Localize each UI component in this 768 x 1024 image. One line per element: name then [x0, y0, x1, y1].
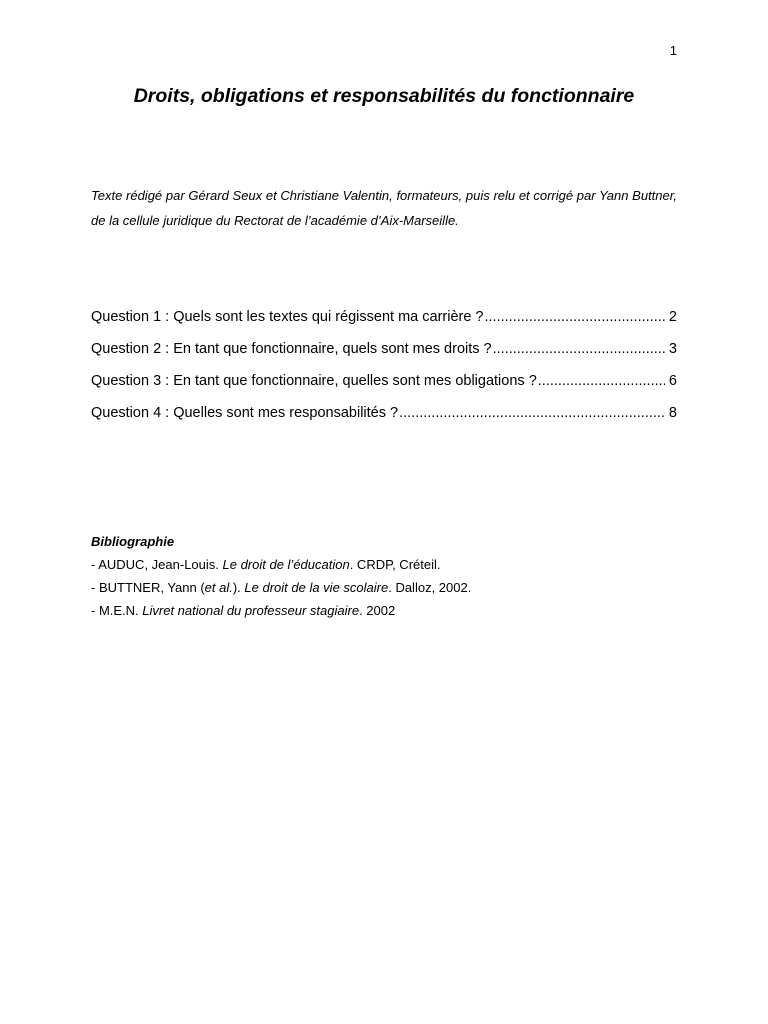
intro-line-2: Yann Buttner, de la cellule juridique du Rectorat de l’académie d’Aix-Marseille.: [91, 188, 677, 228]
toc-leader-dots: [493, 341, 665, 357]
toc-entry-3[interactable]: [91, 373, 677, 405]
toc-entry-1[interactable]: [91, 309, 677, 341]
document-title: Droits, obligations et responsabilités du fonctionnaire: [133, 85, 635, 107]
toc-entry-label: Question 4 : Quelles sont mes responsabilités ?: [91, 405, 399, 421]
bibliography: [91, 530, 677, 622]
toc-entry-page: 6: [668, 373, 677, 389]
toc-entry-label: Question 2 : En tant que fonctionnaire, quels sont mes droits ?: [91, 341, 492, 357]
entry-title: Le droit de la vie scolaire: [244, 580, 389, 595]
entry-author: - AUDUC, Jean-Louis.: [91, 557, 223, 572]
bibliography-entry: [91, 553, 677, 576]
page-number: 1: [669, 43, 677, 58]
toc-entry-page: 3: [668, 341, 677, 357]
toc-entry-page: 2: [668, 309, 677, 325]
intro-line-1: Texte rédigé par Gérard Seux et Christiane Valentin, formateurs, puis relu et corrigé par: [91, 188, 596, 203]
entry-publisher: . CRDP, Créteil.: [349, 557, 441, 572]
toc-entry-page: 8: [668, 405, 677, 421]
toc-entry-4[interactable]: [91, 405, 677, 437]
toc-leader-dots: [399, 405, 665, 421]
entry-publisher: . Dalloz, 2002.: [388, 580, 472, 595]
entry-author: - BUTTNER, Yann (: [91, 580, 205, 595]
entry-publisher: . 2002: [359, 603, 396, 618]
toc-leader-dots: [538, 373, 665, 389]
toc-entry-label: Question 3 : En tant que fonctionnaire, quelles sont mes obligations ?: [91, 373, 537, 389]
intro-paragraph: [91, 183, 677, 233]
table-of-contents: [91, 309, 677, 437]
entry-author: - M.E.N.: [91, 603, 143, 618]
bibliography-entry: [91, 576, 677, 599]
entry-title: Le droit de l’éducation: [222, 557, 350, 572]
entry-etal: et al.: [204, 580, 233, 595]
toc-entry-label: Question 1 : Quels sont les textes qui régissent ma carrière ?: [91, 309, 484, 325]
entry-separator: ).: [232, 580, 245, 595]
bibliography-heading: Bibliographie: [91, 534, 175, 549]
bibliography-entry: [91, 599, 677, 622]
entry-title: Livret national du professeur stagiaire: [142, 603, 360, 618]
toc-leader-dots: [485, 309, 665, 325]
toc-entry-2[interactable]: [91, 341, 677, 373]
